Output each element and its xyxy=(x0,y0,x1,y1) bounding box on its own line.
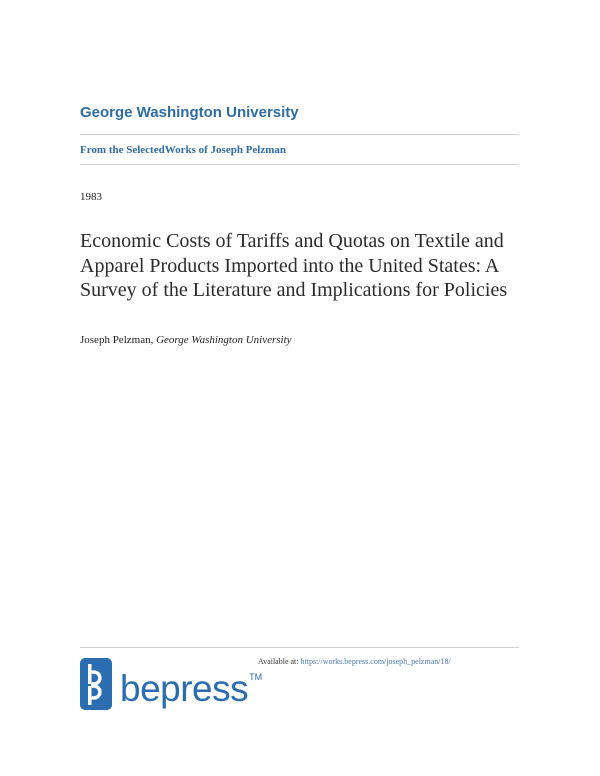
institution-name[interactable]: George Washington University xyxy=(80,104,299,121)
available-url-link[interactable]: https://works.bepress.com/joseph_pelzman/18/ xyxy=(300,657,451,666)
header-divider-top xyxy=(80,134,519,135)
author-line xyxy=(80,334,292,346)
document-title: Economic Costs of Tariffs and Quotas on Textile and Apparel Products Imported into the United States: A Survey of the Literature and Implications for Policies xyxy=(80,230,508,301)
publication-year: 1983 xyxy=(80,191,102,203)
availability-line xyxy=(258,657,451,666)
header-divider-bottom xyxy=(80,164,519,165)
collection-link[interactable]: From the SelectedWorks of Joseph Pelzman xyxy=(80,144,287,156)
trademark-mark: TM xyxy=(249,672,263,682)
bepress-logo-icon xyxy=(80,658,112,710)
available-label: Available at: xyxy=(258,657,299,666)
footer-divider xyxy=(80,647,519,648)
bepress-logo-text: bepress xyxy=(120,667,249,709)
author-name: Joseph Pelzman xyxy=(80,334,151,346)
author-affiliation: George Washington University xyxy=(156,334,292,346)
author-separator: , xyxy=(150,334,157,346)
bepress-logo[interactable] xyxy=(80,658,262,710)
